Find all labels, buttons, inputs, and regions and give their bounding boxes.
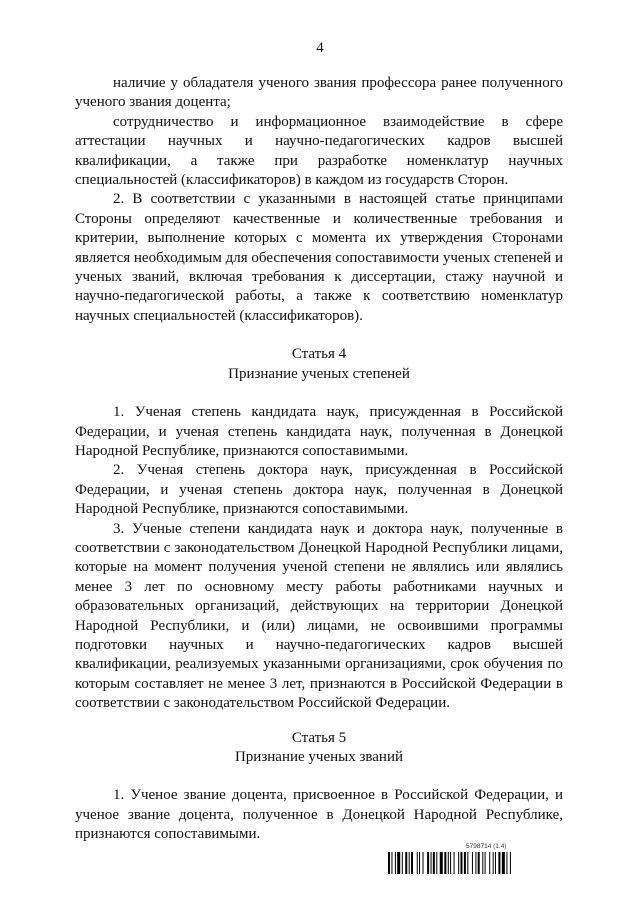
paragraph: наличие у обладателя ученого звания профессора ранее полученного ученого звания доцента;: [75, 75, 563, 111]
paragraph: сотрудничество и информационное взаимодействие в сфере аттестации научных и научно-педагогических кадров высшей квалификации, а также при разработке номенклатур научных специальностей (классификаторов) в каждом из государств Сторон.: [75, 113, 563, 189]
article-title: Признание ученых степеней: [228, 365, 410, 382]
article-title: Признание ученых званий: [234, 749, 404, 765]
paragraph: 2. В соответствии с указанными в настоящей статье принципами Стороны определяют качественные и количественные требования и критерии, выполнение которых с момента их утверждения Сторонами является необходимым для обеспечения сопоставимости ученых степеней и ученых званий, включая требования к диссертации, стажу научной и научно-педагогической работы, а также к соответствию номенклатур научных специальностей (классификаторов).: [75, 191, 563, 324]
document-body: [75, 74, 563, 845]
barcode-icon: [388, 852, 564, 874]
article-number: Статья 4: [291, 346, 347, 363]
paragraph: 1. Ученое звание доцента, присвоенное в Российской Федерации, и ученое звание доцента, полученное в Донецкой Народной Республике, признаются сопоставимыми.: [75, 787, 563, 843]
paragraph: 1. Ученая степень кандидата наук, присужденная в Российской Федерации, и ученая степень кандидата наук, полученная в Донецкой Народной Республике, признаются сопоставимыми.: [75, 404, 563, 459]
page-number: 4: [316, 40, 324, 56]
paragraph: 2. Ученая степень доктора наук, присужденная в Российской Федерации, и ученая степень доктора наук, полученная в Донецкой Народной Республике, признаются сопоставимыми.: [75, 462, 563, 518]
document-code: 5798714 (1.4): [466, 843, 507, 850]
paragraph: 3. Ученые степени кандидата наук и доктора наук, полученные в соответствии с законодательством Донецкой Народной Республики лицами, которые на момент получения ученой степени не являлись или являлись менее 3 лет по основному месту работы работниками научных и образовательных организаций, действующих на территории Донецкой Народной Республики, и (или) лицами, не освоившими программы подготовки научных и научно-педагогических кадров высшей квалификации, реализуемых указанными организациями, срок обучения по которым составляет не менее 3 лет, признаются в Российской Федерации в соответствии с законодательством Российской Федерации.: [75, 520, 563, 712]
article-number: Статья 5: [291, 729, 347, 746]
